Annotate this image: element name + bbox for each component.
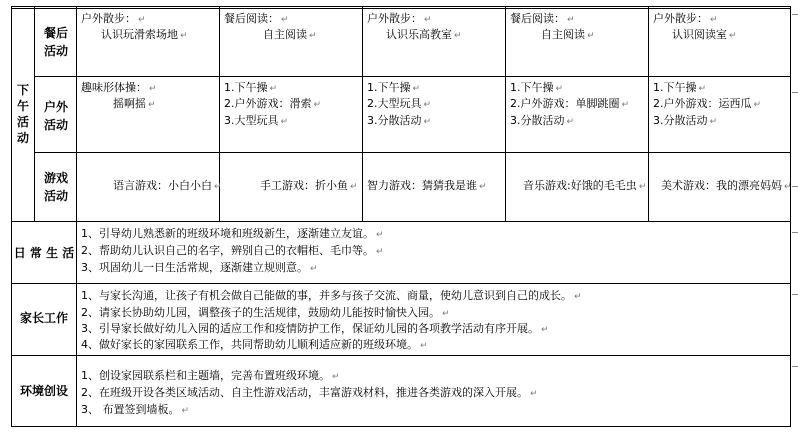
label-line: 活动 <box>43 118 68 132</box>
paragraph-mark: ↵ <box>442 309 450 319</box>
meal-activity-label <box>36 24 76 60</box>
grid-line <box>11 355 791 356</box>
paragraph-mark: ↵ <box>709 117 718 127</box>
daily-life-item: 3、巩固幼儿一日生活常规，逐渐建立规则意。 ↵ <box>81 261 318 274</box>
row-end-mark <box>792 366 798 367</box>
paragraph-mark: ↵ <box>753 100 762 110</box>
cell-text: 3.大型玩具 ↵ <box>224 114 289 127</box>
grid-line <box>11 6 12 427</box>
environment-item: 1、创设家园联系栏和主题墙，完善布置班级环境。 ↵ <box>81 369 340 382</box>
environment-item: 3、 布置签到墙板。 ↵ <box>81 403 190 416</box>
row-end-mark <box>792 14 798 15</box>
paragraph-mark: ↵ <box>376 230 384 240</box>
paragraph-mark: ↵ <box>698 84 707 94</box>
label-line: 户外 <box>43 100 68 114</box>
label-line: 活动 <box>43 189 68 203</box>
paragraph-mark: ↵ <box>424 15 432 25</box>
cell-text: 2.大型玩具 ↵ <box>367 97 432 110</box>
paragraph-mark: ↵ <box>280 117 289 127</box>
grid-line <box>648 6 649 222</box>
grid-line <box>34 6 35 222</box>
paragraph-mark: ↵ <box>621 100 630 110</box>
grid-line <box>362 6 363 222</box>
parent-work-item: 1、与家长沟通，让孩子有机会做自己能做的事，并多与孩子交流、商量，使幼儿意识到自己的成长。 ↵ <box>81 289 582 302</box>
grid-line <box>505 6 506 222</box>
cell-text: 1.下午操 ↵ <box>510 81 564 94</box>
grid-line <box>790 6 791 427</box>
paragraph-mark: ↵ <box>555 84 564 94</box>
paragraph-mark: ↵ <box>269 84 278 94</box>
row-end-mark <box>792 186 798 187</box>
grid-line <box>11 8 791 9</box>
grid-line <box>11 426 791 427</box>
game-cell-day2: 手工游戏：折小鱼 ↵ <box>260 179 358 192</box>
game-cell-day1: 语言游戏：小白小白 ↵ <box>113 179 222 192</box>
cell-text: 2.户外游戏：运西瓜 ↵ <box>653 97 762 110</box>
paragraph-mark: ↵ <box>587 31 595 41</box>
cell-text: 1.下午操 ↵ <box>653 81 707 94</box>
grid-line <box>11 221 791 222</box>
label-line: 餐后 <box>43 26 68 40</box>
grid-line <box>11 6 791 7</box>
label-line: 活动 <box>43 44 68 58</box>
parent-work-item: 2、请家长协助幼儿园，调整孩子的生活规律，鼓励幼儿能按时愉快入园。 ↵ <box>81 306 450 319</box>
paragraph-mark: ↵ <box>479 182 487 192</box>
outdoor-activity-label <box>36 98 76 134</box>
grid-line <box>76 6 77 427</box>
parent-work-item: 4、做好家长的家园联系工作，共同帮助幼儿顺利适应新的班级环境。 ↵ <box>81 338 428 351</box>
game-cell-day4: 音乐游戏:好饿的毛毛虫 ↵ <box>523 179 647 192</box>
paragraph-mark: ↵ <box>332 372 340 382</box>
paragraph-mark: ↵ <box>149 84 157 94</box>
parent-work-item: 3、引导家长做好幼儿入园的适应工作和疫情防护工作，保证幼儿园的各项教学活动有序开展。 ↵ <box>81 322 549 335</box>
environment-item: 2、在班级开设各类区域活动、自主性游戏活动，丰富游戏材料，推进各类游戏的深入开展。 ↵ <box>81 386 538 399</box>
cell-text: 3.分散活动 ↵ <box>653 114 718 127</box>
game-activity-label <box>36 169 76 205</box>
cell-text: 2.户外游戏：单脚跳圈 ↵ <box>510 97 630 110</box>
paragraph-mark: ↵ <box>423 100 432 110</box>
cell-text: 2.户外游戏：滑索 ↵ <box>224 97 322 110</box>
cell-text: 餐后阅读： ↵ <box>224 12 289 25</box>
paragraph-mark: ↵ <box>310 264 318 274</box>
row-end-mark <box>792 294 798 295</box>
cell-text: 餐后阅读： ↵ <box>510 12 575 25</box>
cell-text: 自主阅读 ↵ <box>263 28 317 41</box>
daily-life-item: 2、帮助幼儿认识自己的名字，辨别自己的衣帽柜、毛巾等。 ↵ <box>81 244 384 257</box>
paragraph-mark: ↵ <box>423 117 432 127</box>
paragraph-mark: ↵ <box>710 15 718 25</box>
paragraph-mark: ↵ <box>567 15 575 25</box>
cell-text: 摇啊摇 ↵ <box>113 97 156 110</box>
paragraph-mark: ↵ <box>313 100 322 110</box>
paragraph-mark: ↵ <box>180 31 188 41</box>
paragraph-mark: ↵ <box>574 292 582 302</box>
cell-text: 认识玩滑索场地 ↵ <box>101 28 188 41</box>
game-cell-day3: 智力游戏：猜猜我是谁 ↵ <box>367 179 487 192</box>
cell-text: 3.分散活动 ↵ <box>510 114 575 127</box>
cell-text: 户外散步： ↵ <box>653 12 718 25</box>
paragraph-mark: ↵ <box>566 117 575 127</box>
grid-line <box>34 76 791 77</box>
paragraph-mark: ↵ <box>454 31 462 41</box>
paragraph-mark: ↵ <box>214 182 222 192</box>
paragraph-mark: ↵ <box>638 182 647 192</box>
paragraph-mark: ↵ <box>281 15 289 25</box>
grid-line <box>11 283 791 284</box>
paragraph-mark: ↵ <box>181 406 190 416</box>
paragraph-mark: ↵ <box>350 182 358 192</box>
label-line: 游戏 <box>43 171 68 185</box>
paragraph-mark: ↵ <box>138 15 146 25</box>
paragraph-mark: ↵ <box>309 31 317 41</box>
cell-text: 自主阅读 ↵ <box>541 28 595 41</box>
label-char: 动 <box>16 131 29 145</box>
label-char: 下 <box>16 83 29 97</box>
paragraph-mark: ↵ <box>530 389 538 399</box>
paragraph-mark: ↵ <box>412 84 421 94</box>
paragraph-mark: ↵ <box>420 341 428 351</box>
environment-label: 环境创设 <box>19 384 68 398</box>
label-char: 活 <box>16 115 29 129</box>
cell-text: 户外散步： ↵ <box>81 12 146 25</box>
parent-work-label: 家长工作 <box>19 311 68 325</box>
daily-life-label: 日 常 生 活 <box>13 246 75 260</box>
paragraph-mark: ↵ <box>541 325 549 335</box>
daily-life-item: 1、引导幼儿熟悉新的班级环境和班级新生，逐渐建立友谊。 ↵ <box>81 227 384 240</box>
cell-text: 认识阅读室 ↵ <box>672 28 737 41</box>
game-cell-day5: 美术游戏：我的漂亮妈妈 ↵ <box>661 179 792 192</box>
cell-text: 户外散步： ↵ <box>367 12 432 25</box>
row-end-mark <box>792 232 798 233</box>
cell-text: 3.分散活动 ↵ <box>367 114 432 127</box>
grid-line <box>34 152 791 153</box>
paragraph-mark: ↵ <box>148 100 156 110</box>
paragraph-mark: ↵ <box>376 247 384 257</box>
paragraph-mark: ↵ <box>729 31 737 41</box>
cell-text: 认识乐高教室 ↵ <box>386 28 462 41</box>
cell-text: 趣味形体操： ↵ <box>81 81 157 94</box>
row-end-mark <box>792 92 798 93</box>
paragraph-mark: ↵ <box>784 182 792 192</box>
cell-text: 1.下午操 ↵ <box>224 81 278 94</box>
cell-text: 1.下午操 ↵ <box>367 81 421 94</box>
label-char: 午 <box>16 99 29 113</box>
